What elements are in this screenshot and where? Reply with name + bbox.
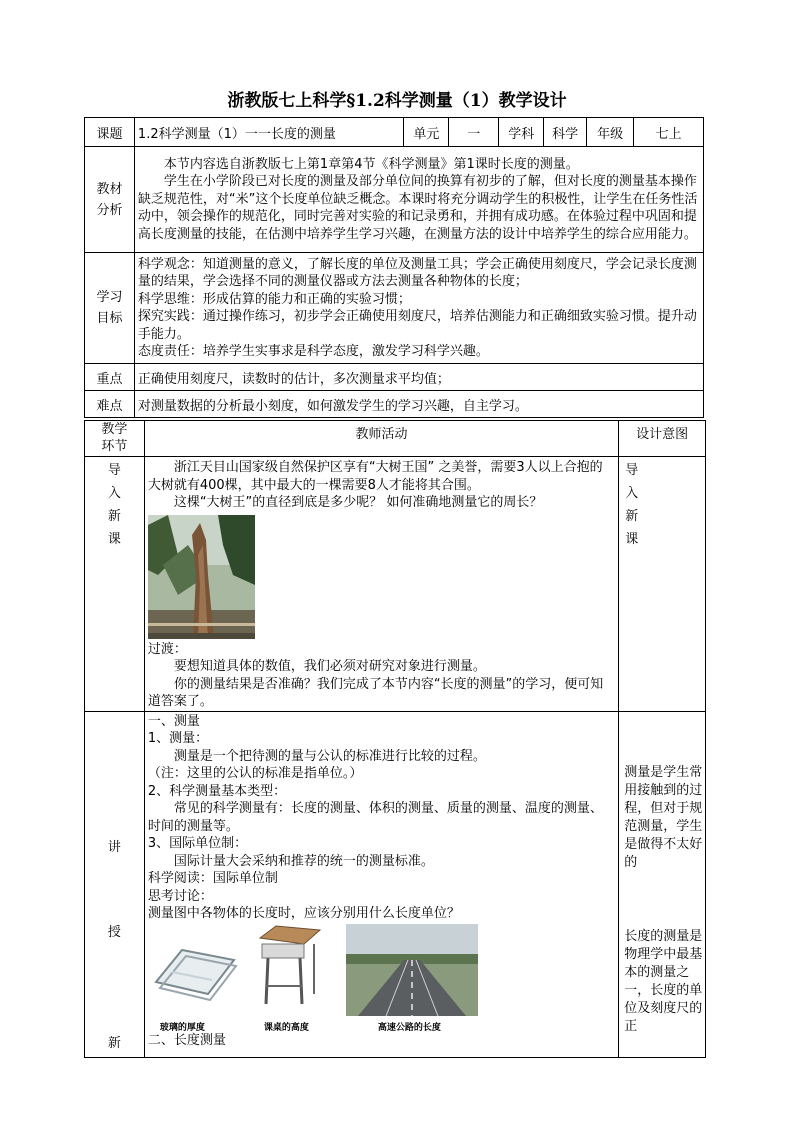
intro-activity bbox=[144, 457, 618, 712]
analysis-content bbox=[134, 147, 703, 253]
intro-intent: 导 入 新 课 bbox=[619, 457, 706, 712]
goals-content bbox=[134, 253, 703, 364]
lecture-line: 测量图中各物体的长度时，应该分别用什么长度单位？ bbox=[147, 906, 460, 921]
lecture-line: 国际计量大会采纳和推荐的统一的测量标准。 bbox=[173, 853, 434, 869]
key-value: 正确使用刻度尺，读数时的估计，多次测量求平均值； bbox=[134, 364, 703, 391]
lecture-line: 测量是一个把待测的量与公认的标准进行比较的过程。 bbox=[173, 748, 486, 764]
col-stage-header: 教学 环节 bbox=[85, 421, 145, 457]
difficulty-value: 对测量数据的分析最小刻度，如何激发学生的学习兴趣，自主学习。 bbox=[134, 391, 703, 418]
analysis-label: 教材 分析 bbox=[85, 147, 135, 253]
lecture-intent bbox=[619, 711, 706, 1057]
topic-label: 课题 bbox=[85, 118, 135, 147]
lecture-heading: 一、测量 bbox=[147, 713, 200, 729]
glass-sheet-image bbox=[152, 942, 238, 1002]
col-activity-header: 教师活动 bbox=[144, 421, 618, 457]
lecture-line: 思考讨论： bbox=[147, 888, 213, 904]
topic-value: 1.2科学测量（1）一一长度的测量 bbox=[134, 118, 403, 147]
big-tree-photo bbox=[148, 515, 255, 639]
lecture-line: 3、国际单位制： bbox=[147, 836, 248, 851]
analysis-paragraph: 学生在小学阶段已对长度的测量及部分单位间的换算有初步的了解，但对长度的测量基本操作缺乏规范性，对“米”这个长度单位缺乏概念。本课时将充分调动学生的积极性，让学生在任务性活动中，领会操作的规范化，同时完善对实验的和记录勇和，并拥有成功感。在体验过程中巩固和提高长度测量的技能，在估测中培养学生学习兴趣，在测量方法的设计中培养学生的综合应用能力。 bbox=[137, 174, 698, 242]
intro-paragraph: 浙江天目山国家级自然保护区享有“大树王国” 之美誉，需要3人以上合抱的大树就有400棵，其中最大的一棵需要8人才能将其合围。 bbox=[147, 460, 603, 493]
col-intent-header: 设计意图 bbox=[619, 421, 706, 457]
goal-item: 科学思维：形成估算的能力和正确的实验习惯； bbox=[137, 291, 411, 307]
goal-item: 探究实践：通过操作练习，初步学会正确使用刻度尺，培养估测能力和正确细致实验习惯。提升动手能力。 bbox=[137, 309, 697, 342]
subject-label: 学科 bbox=[499, 118, 544, 147]
lecture-activity bbox=[144, 711, 618, 1057]
lecture-line: 2、科学测量基本类型： bbox=[147, 783, 287, 799]
info-table bbox=[84, 117, 704, 418]
goal-item: 态度责任：培养学生实事求是科学态度，激发学习科学兴趣。 bbox=[137, 344, 489, 359]
intro-question: 这棵“大树王”的直径到底是多少呢？ 如何准确地测量它的周长？ bbox=[173, 495, 543, 510]
highway-image bbox=[346, 924, 478, 1016]
caption-desk: 课桌的高度 bbox=[263, 1022, 309, 1033]
difficulty-label: 难点 bbox=[85, 391, 135, 418]
unit-value: 一 bbox=[449, 118, 499, 147]
grade-label: 年级 bbox=[587, 118, 634, 147]
intent-note: 测量是学生常用接触到的过程，但对于规范测量，学生是做得不太好的 bbox=[624, 764, 703, 870]
lecture-line: 常见的科学测量有：长度的测量、体积的测量、质量的测量、温度的测量、时间的测量等。 bbox=[147, 801, 603, 834]
subject-value: 科学 bbox=[544, 118, 587, 147]
goal-item: 科学观念：知道测量的意义，了解长度的单位及测量工具；学会正确使用刻度尺，学会记录长度测量的结果，学会选择不同的测量仪器或方法去测量各种物体的长度； bbox=[137, 256, 697, 289]
process-table bbox=[84, 420, 706, 1058]
unit-label: 单元 bbox=[404, 118, 449, 147]
grade-value: 七上 bbox=[634, 118, 704, 147]
lecture-line: 科学阅读：国际单位制 bbox=[147, 871, 278, 886]
goals-label: 学习 目标 bbox=[85, 253, 135, 364]
transition-label: 过渡： bbox=[147, 641, 187, 657]
document-title: 浙教版七上科学§1.2科学测量（1）教学设计 bbox=[227, 91, 567, 111]
intro-stage: 导 入 新 课 bbox=[85, 457, 145, 712]
analysis-paragraph: 本节内容选自浙教版七上第1章第4节《科学测量》第1课时长度的测量。 bbox=[163, 156, 579, 172]
intent-note: 长度的测量是物理学中最基本的测量之一，长度的单位及刻度尺的正 bbox=[624, 928, 703, 1034]
measure-figures bbox=[148, 924, 478, 1032]
key-label: 重点 bbox=[85, 364, 135, 391]
lecture-line: 1、测量： bbox=[147, 731, 209, 746]
intro-paragraph: 要想知道具体的数值，我们必须对研究对象进行测量。 bbox=[173, 659, 486, 674]
caption-glass: 玻璃的厚度 bbox=[159, 1022, 205, 1033]
lecture-stage: 讲 授 新 bbox=[85, 711, 145, 1057]
lecture-note: （注：这里的公认的标准是指单位。） bbox=[147, 766, 363, 781]
lecture-heading: 二、长度测量 bbox=[147, 1032, 226, 1048]
intro-paragraph: 你的测量结果是否准确？我们完成了本节内容“长度的测量”的学习，便可知道答案了。 bbox=[147, 676, 604, 709]
school-desk-image bbox=[256, 924, 322, 1008]
caption-highway: 高速公路的长度 bbox=[377, 1022, 441, 1033]
